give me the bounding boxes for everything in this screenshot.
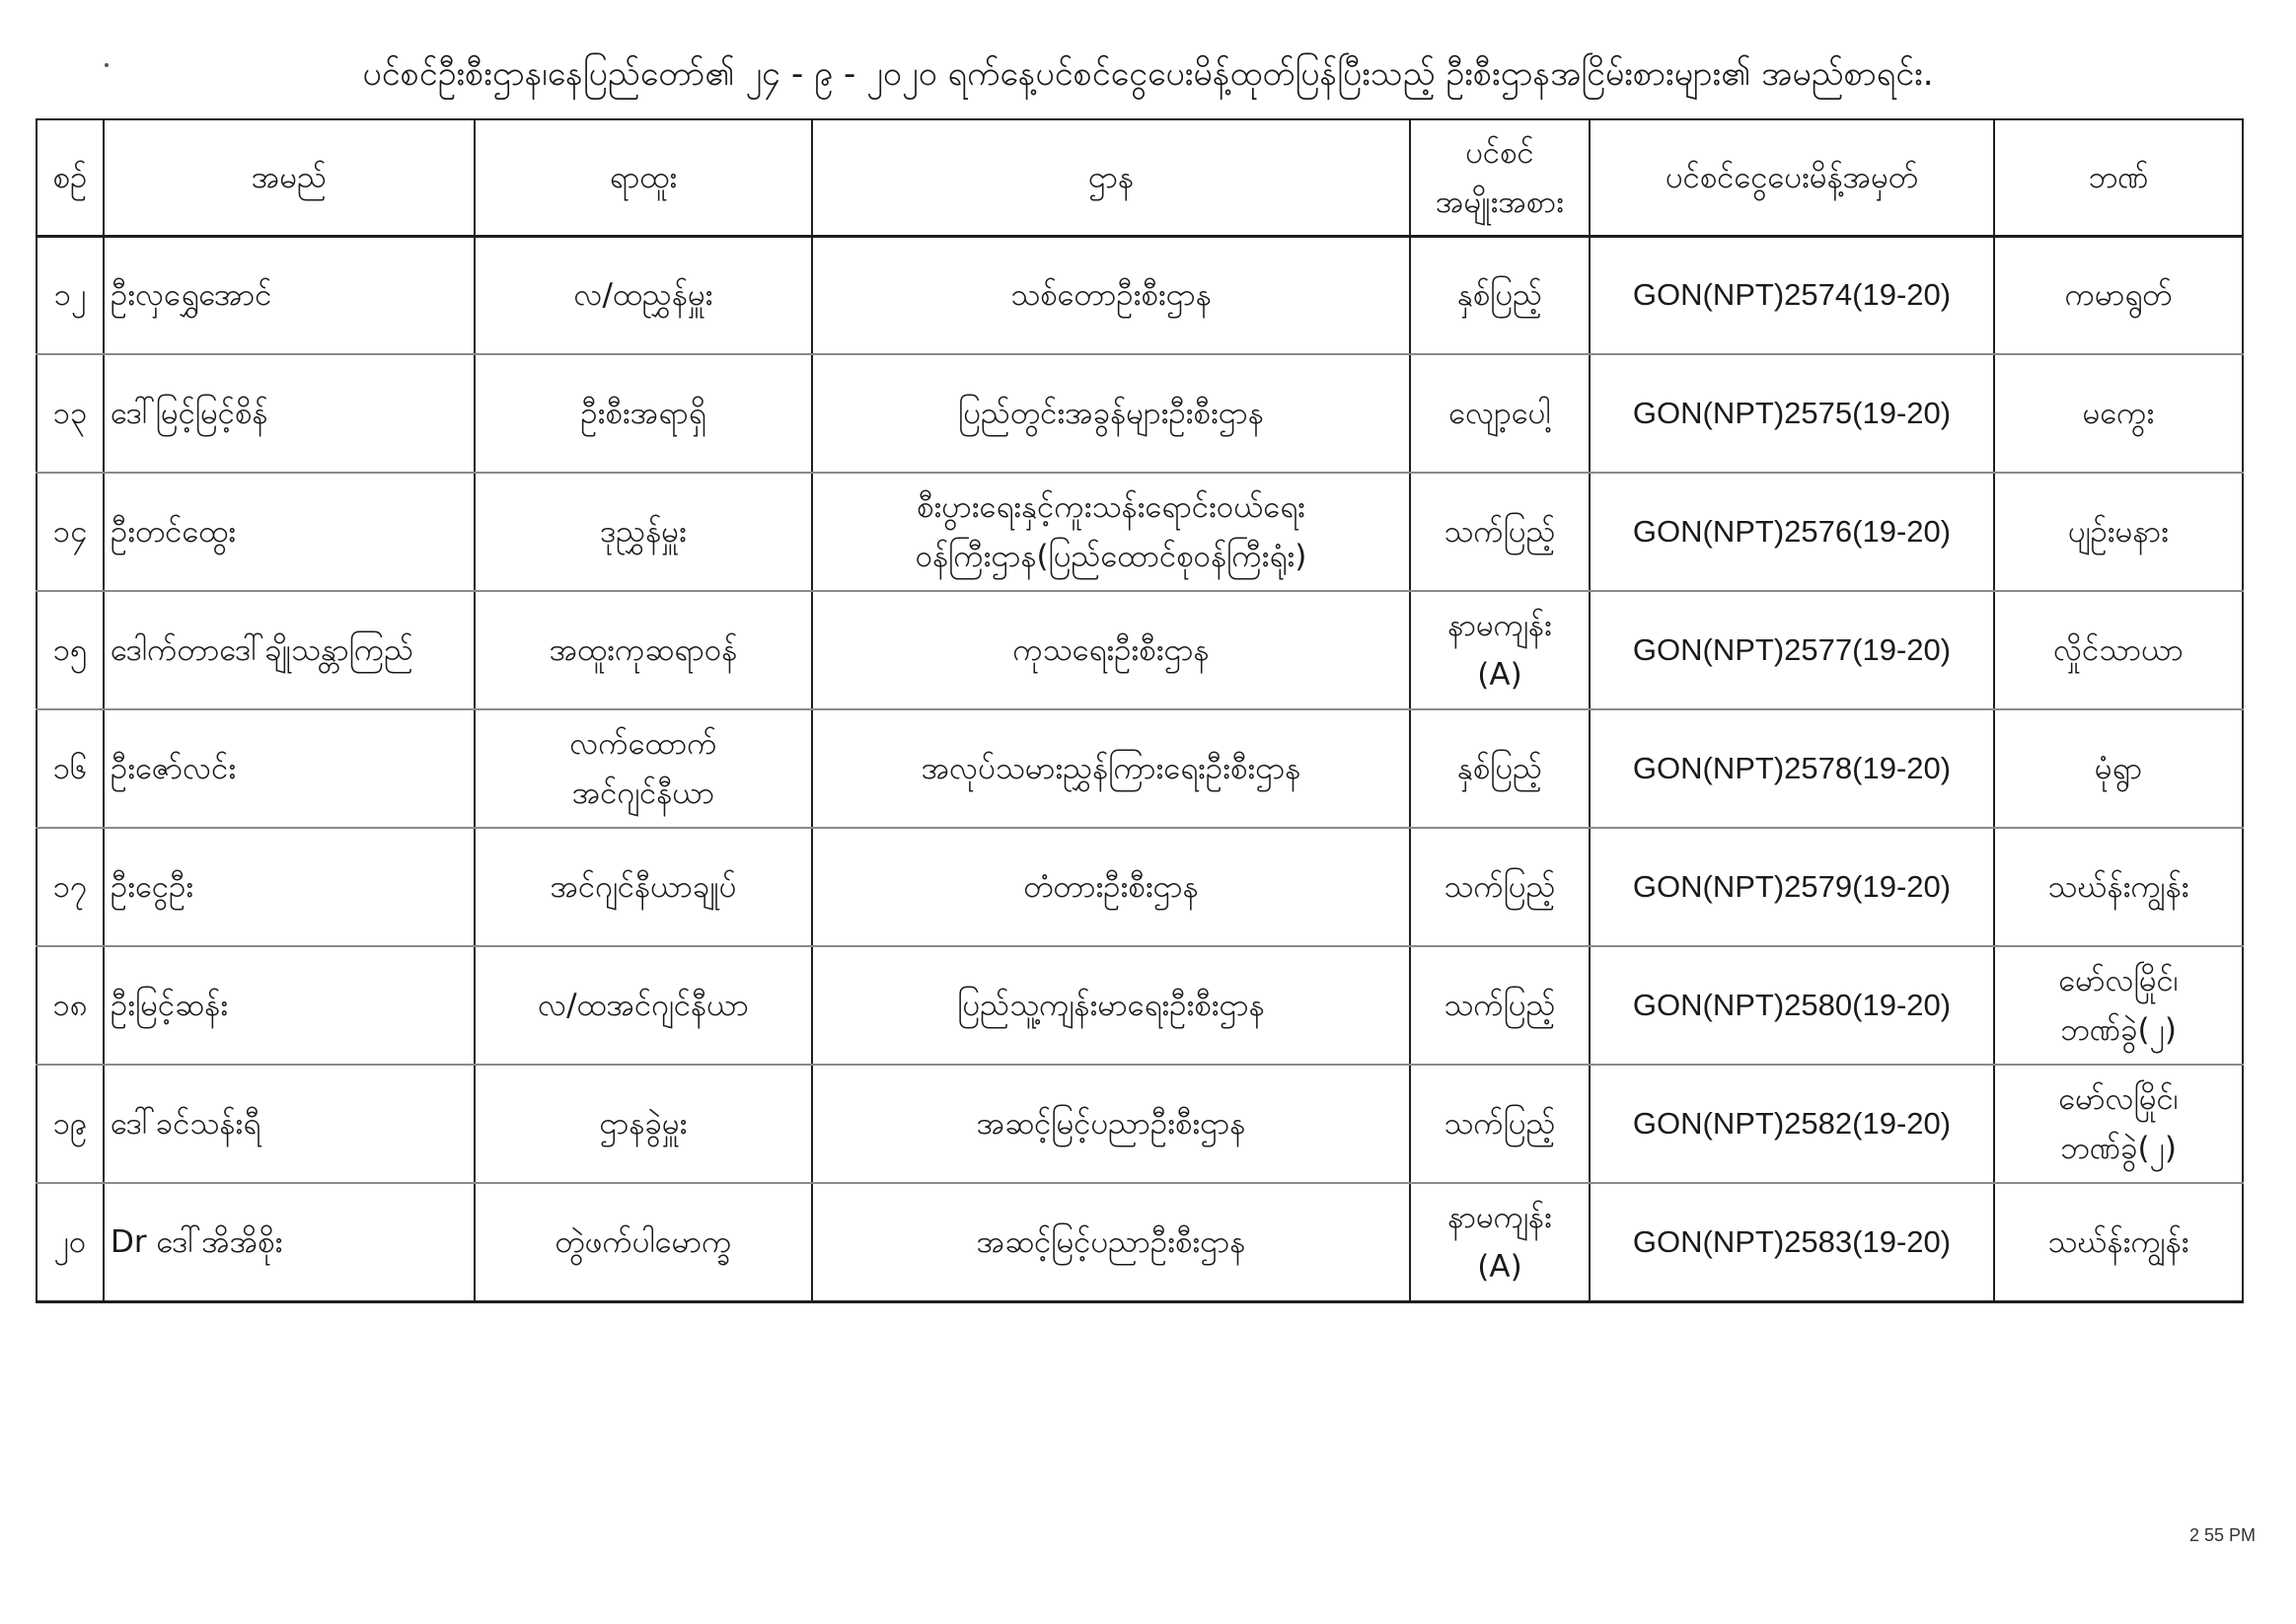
cell-bank bbox=[1994, 828, 2243, 946]
cell-rank-line1: အထူးကုဆရာဝန် bbox=[549, 632, 738, 668]
cell-pension-type-line1: သက်ပြည့် bbox=[1444, 514, 1556, 550]
cell-pension-type bbox=[1410, 1065, 1590, 1183]
cell-department bbox=[812, 946, 1410, 1065]
cell-rank-line1: ဦးစီးအရာရှိ bbox=[580, 396, 706, 431]
cell-pension-type bbox=[1410, 473, 1590, 591]
cell-department bbox=[812, 236, 1410, 354]
header-pension-type-line2: အမျိုးအစား bbox=[1436, 184, 1564, 220]
cell-name: ဦးလှရွှေအောင် bbox=[104, 236, 475, 354]
header-order-number: ပင်စင်ငွေပေးမိန့်အမှတ် bbox=[1590, 119, 1994, 236]
cell-department-line1: ကုသရေးဦးစီးဌာန bbox=[1012, 632, 1210, 668]
cell-bank-line1: မော်လမြိုင်၊ bbox=[2058, 1081, 2179, 1117]
cell-pension-type-line1: သက်ပြည့် bbox=[1444, 869, 1556, 905]
header-name: အမည် bbox=[104, 119, 475, 236]
timestamp: 2 55 PM bbox=[2188, 1525, 2256, 1545]
cell-bank-line1: သဃ်န်းကျွန်း bbox=[2047, 1223, 2189, 1260]
cell-department bbox=[812, 473, 1410, 591]
cell-order-number: GON(NPT)2582(19-20) bbox=[1590, 1065, 1994, 1183]
cell-rank bbox=[475, 1065, 812, 1183]
cell-department-line1: သစ်တောဦးစီးဌာန bbox=[1010, 277, 1212, 314]
cell-bank bbox=[1994, 354, 2243, 473]
cell-name: ဦးတင်ထွေး bbox=[104, 473, 475, 591]
cell-rank-line1: လ/ထညွှန်မှူး bbox=[573, 277, 713, 314]
cell-pension-type bbox=[1410, 709, 1590, 828]
cell-department bbox=[812, 828, 1410, 946]
table-row bbox=[37, 354, 2243, 473]
table-row bbox=[37, 591, 2243, 709]
cell-rank bbox=[475, 236, 812, 354]
cell-rank-line1: လက်ထောက် bbox=[569, 726, 717, 762]
cell-no: ၁၉ bbox=[37, 1065, 104, 1183]
pensioner-table bbox=[36, 118, 2244, 1303]
cell-bank bbox=[1994, 1183, 2243, 1301]
cell-rank bbox=[475, 709, 812, 828]
cell-pension-type-line2: (A) bbox=[1477, 657, 1522, 693]
table-row bbox=[37, 236, 2243, 354]
cell-bank-line1: မုံရွာ bbox=[2094, 751, 2143, 786]
cell-bank-line1: မကွေး bbox=[2082, 396, 2155, 431]
cell-bank bbox=[1994, 1065, 2243, 1183]
cell-no: ၁၄ bbox=[37, 473, 104, 591]
cell-pension-type-line2: (A) bbox=[1477, 1248, 1522, 1285]
cell-department-line1: အဆင့်မြင့်ပညာဦးစီးဌာန bbox=[976, 1106, 1246, 1142]
cell-pension-type-line1: နှစ်ပြည့် bbox=[1456, 751, 1543, 786]
cell-no: ၁၅ bbox=[37, 591, 104, 709]
cell-order-number: GON(NPT)2583(19-20) bbox=[1590, 1183, 1994, 1301]
cell-no: ၁၂ bbox=[37, 236, 104, 354]
cell-bank-line1: မော်လမြိုင်၊ bbox=[2058, 963, 2179, 998]
cell-bank-line1: သဃ်န်းကျွန်း bbox=[2047, 869, 2189, 905]
cell-rank-line1: ဌာနခွဲမှူး bbox=[599, 1106, 688, 1142]
table-row bbox=[37, 1065, 2243, 1183]
table-row bbox=[37, 473, 2243, 591]
cell-pension-type bbox=[1410, 1183, 1590, 1301]
cell-department bbox=[812, 591, 1410, 709]
cell-no: ၂၀ bbox=[37, 1183, 104, 1301]
cell-bank-line2: ဘဏ်ခွဲ(၂) bbox=[2060, 1131, 2177, 1166]
header-rank: ရာထူး bbox=[475, 119, 812, 236]
cell-order-number: GON(NPT)2579(19-20) bbox=[1590, 828, 1994, 946]
cell-bank bbox=[1994, 709, 2243, 828]
cell-department-line1: စီးပွားရေးနှင့်ကူးသန်းရောင်းဝယ်ရေး bbox=[917, 489, 1305, 525]
cell-name: Dr ဒေါ်အိအိစိုး bbox=[104, 1183, 475, 1301]
cell-name: ဒေါ်မြင့်မြင့်စိန် bbox=[104, 354, 475, 473]
cell-rank bbox=[475, 1183, 812, 1301]
cell-rank bbox=[475, 946, 812, 1065]
cell-bank bbox=[1994, 236, 2243, 354]
cell-department bbox=[812, 354, 1410, 473]
cell-order-number: GON(NPT)2575(19-20) bbox=[1590, 354, 1994, 473]
cell-rank-line1: လ/ထအင်ဂျင်နီယာ bbox=[538, 988, 749, 1023]
cell-name: ဦးဇော်လင်း bbox=[104, 709, 475, 828]
table-row bbox=[37, 1183, 2243, 1301]
cell-department-line1: ပြည်သူ့ကျန်းမာရေးဦးစီးဌာန bbox=[957, 988, 1265, 1023]
cell-department-line2: ဝန်ကြီးဌာန(ပြည်ထောင်စုဝန်ကြီးရုံး) bbox=[915, 539, 1307, 574]
cell-name: ဒေါ်ခင်သန်းရီ bbox=[104, 1065, 475, 1183]
header-bank: ဘဏ် bbox=[1994, 119, 2243, 236]
cell-pension-type bbox=[1410, 946, 1590, 1065]
cell-department-line1: ပြည်တွင်းအခွန်များဦးစီးဌာန bbox=[958, 396, 1264, 431]
cell-department-line1: အလုပ်သမားညွှန်ကြားရေးဦးစီးဌာန bbox=[921, 751, 1301, 786]
cell-rank bbox=[475, 473, 812, 591]
cell-department-line1: တံတားဦးစီးဌာန bbox=[1023, 869, 1199, 905]
cell-department bbox=[812, 1065, 1410, 1183]
cell-order-number: GON(NPT)2580(19-20) bbox=[1590, 946, 1994, 1065]
cell-pension-type-line1: နာမကျန်း bbox=[1447, 608, 1552, 643]
cell-rank-line1: အင်ဂျင်နီယာချုပ် bbox=[550, 869, 737, 905]
table-row bbox=[37, 946, 2243, 1065]
cell-rank-line1: ဒုညွှန်မှူး bbox=[600, 514, 687, 550]
cell-department-line1: အဆင့်မြင့်ပညာဦးစီးဌာန bbox=[976, 1223, 1246, 1260]
cell-rank bbox=[475, 354, 812, 473]
cell-no: ၁၆ bbox=[37, 709, 104, 828]
header-pension-type bbox=[1410, 119, 1590, 236]
table-header-row bbox=[37, 119, 2243, 236]
cell-department bbox=[812, 1183, 1410, 1301]
cell-name: ဦးငွေဦး bbox=[104, 828, 475, 946]
cell-no: ၁၃ bbox=[37, 354, 104, 473]
cell-name: ဦးမြင့်ဆန်း bbox=[104, 946, 475, 1065]
cell-order-number: GON(NPT)2576(19-20) bbox=[1590, 473, 1994, 591]
table-row bbox=[37, 709, 2243, 828]
cell-pension-type bbox=[1410, 828, 1590, 946]
cell-bank-line2: ဘဏ်ခွဲ(၂) bbox=[2060, 1012, 2177, 1048]
cell-bank bbox=[1994, 473, 2243, 591]
cell-department bbox=[812, 709, 1410, 828]
cell-no: ၁၈ bbox=[37, 946, 104, 1065]
cell-bank-line1: ပျဉ်းမနား bbox=[2067, 514, 2170, 550]
cell-pension-type-line1: လျော့ပေါ့ bbox=[1448, 396, 1551, 431]
cell-bank bbox=[1994, 946, 2243, 1065]
cell-pension-type-line1: သက်ပြည့် bbox=[1444, 988, 1556, 1023]
header-department: ဌာန bbox=[812, 119, 1410, 236]
cell-pension-type-line1: နှစ်ပြည့် bbox=[1456, 277, 1543, 314]
cell-order-number: GON(NPT)2578(19-20) bbox=[1590, 709, 1994, 828]
header-no: စဉ် bbox=[37, 119, 104, 236]
cell-rank bbox=[475, 591, 812, 709]
table-row bbox=[37, 828, 2243, 946]
cell-pension-type-line1: သက်ပြည့် bbox=[1444, 1106, 1556, 1142]
cell-bank-line1: လှိုင်သာယာ bbox=[2053, 632, 2184, 668]
cell-bank bbox=[1994, 591, 2243, 709]
cell-name: ဒေါက်တာဒေါ်ချိုသန္တာကြည် bbox=[104, 591, 475, 709]
cell-order-number: GON(NPT)2574(19-20) bbox=[1590, 236, 1994, 354]
header-pension-type-line1: ပင်စင် bbox=[1465, 134, 1534, 171]
cell-pension-type bbox=[1410, 236, 1590, 354]
cell-pension-type bbox=[1410, 591, 1590, 709]
cell-pension-type bbox=[1410, 354, 1590, 473]
cell-rank bbox=[475, 828, 812, 946]
cell-no: ၁၇ bbox=[37, 828, 104, 946]
page-title: ပင်စင်ဦးစီးဌာန၊နေပြည်တော်၏ ၂၄ - ၉ - ၂၀၂၀ ရက်နေ့ပင်စင်ငွေပေးမိန့်ထုတ်ပြန်ပြီးသည့် ဦးစီးဌာနအငြိမ်းစားများ၏ အမည်စာရင်း. bbox=[362, 54, 1934, 94]
cell-bank-line1: ကမာရွတ် bbox=[2064, 277, 2173, 314]
cell-rank-line1: တွဲဖက်ပါမောက္ခ bbox=[555, 1223, 732, 1260]
cell-order-number: GON(NPT)2577(19-20) bbox=[1590, 591, 1994, 709]
cell-rank-line2: အင်ဂျင်နီယာ bbox=[571, 775, 715, 811]
cell-pension-type-line1: နာမကျန်း bbox=[1447, 1199, 1552, 1235]
